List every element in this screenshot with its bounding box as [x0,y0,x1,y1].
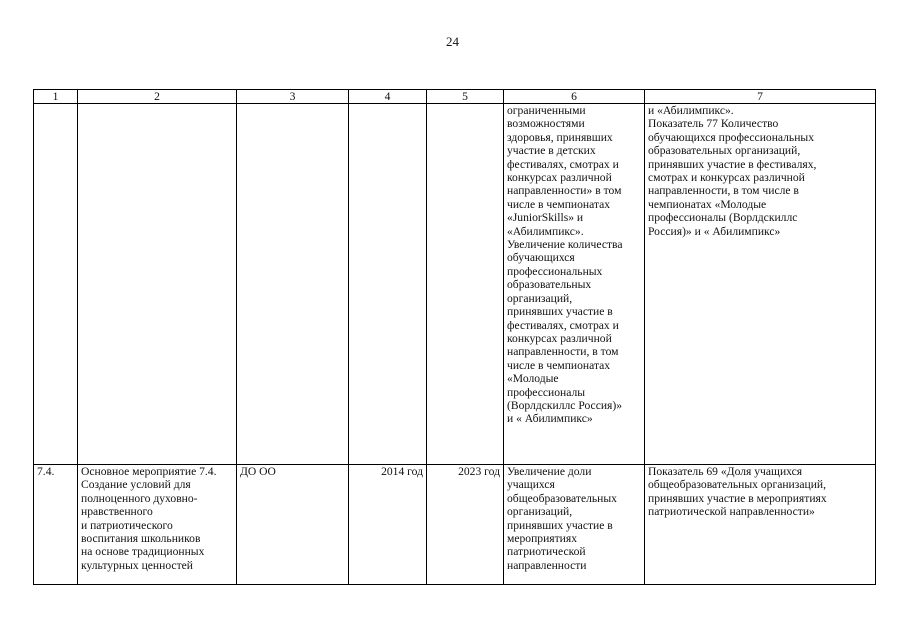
cell-end-year [427,104,504,465]
header-cell-4: 4 [349,90,427,104]
cell-number: 7.4. [34,465,78,585]
cell-activity: Основное мероприятие 7.4. Создание условий для полноценного духовно- нравственного и патриотического воспитания школьников на основе традиционных культурных ценностей [78,465,237,585]
header-cell-2: 2 [78,90,237,104]
cell-indicator: Показатель 69 «Доля учащихся общеобразовательных организаций, принявших участие в мероприятиях патриотической направленности» [645,465,876,585]
header-cell-1: 1 [34,90,78,104]
header-row [34,90,876,104]
header-cell-3: 3 [237,90,349,104]
cell-expected-result: Увеличение доли учащихся общеобразовательных организаций, принявших участие в мероприятиях патриотической направленности [504,465,645,585]
cell-end-year: 2023 год [427,465,504,585]
header-cell-6: 6 [504,90,645,104]
table-row-7-4 [34,465,876,585]
header-cell-5: 5 [427,90,504,104]
cell-start-year [349,104,427,465]
program-table [33,89,876,585]
cell-executor [237,104,349,465]
cell-start-year: 2014 год [349,465,427,585]
cell-indicator: и «Абилимпикс». Показатель 77 Количество обучающихся профессиональных образовательных организаций, принявших участие в фестивалях, смотрах и конкурсах различной направленности, в том числе в чемпионатах «Молодые профессионалы (Ворлдскиллс Россия)» и « Абилимпикс» [645,104,876,465]
cell-expected-result: ограниченными возможностями здоровья, принявших участие в детских фестивалях, смотрах и конкурсах различной направленности» в том числе в чемпионатах «JuniorSkills» и «Абилимпикс». Увеличение количества обучающихся профессиональных образовательных организаций, принявших участие в фестивалях, смотрах и конкурсах различной направленности, в том числе в чемпионатах «Молодые профессионалы (Ворлдскиллс Россия)» и « Абилимпикс» [504,104,645,465]
table-row-continued [34,104,876,465]
cell-activity [78,104,237,465]
page-number: 24 [446,34,459,49]
cell-executor: ДО ОО [237,465,349,585]
header-cell-7: 7 [645,90,876,104]
cell-number [34,104,78,465]
